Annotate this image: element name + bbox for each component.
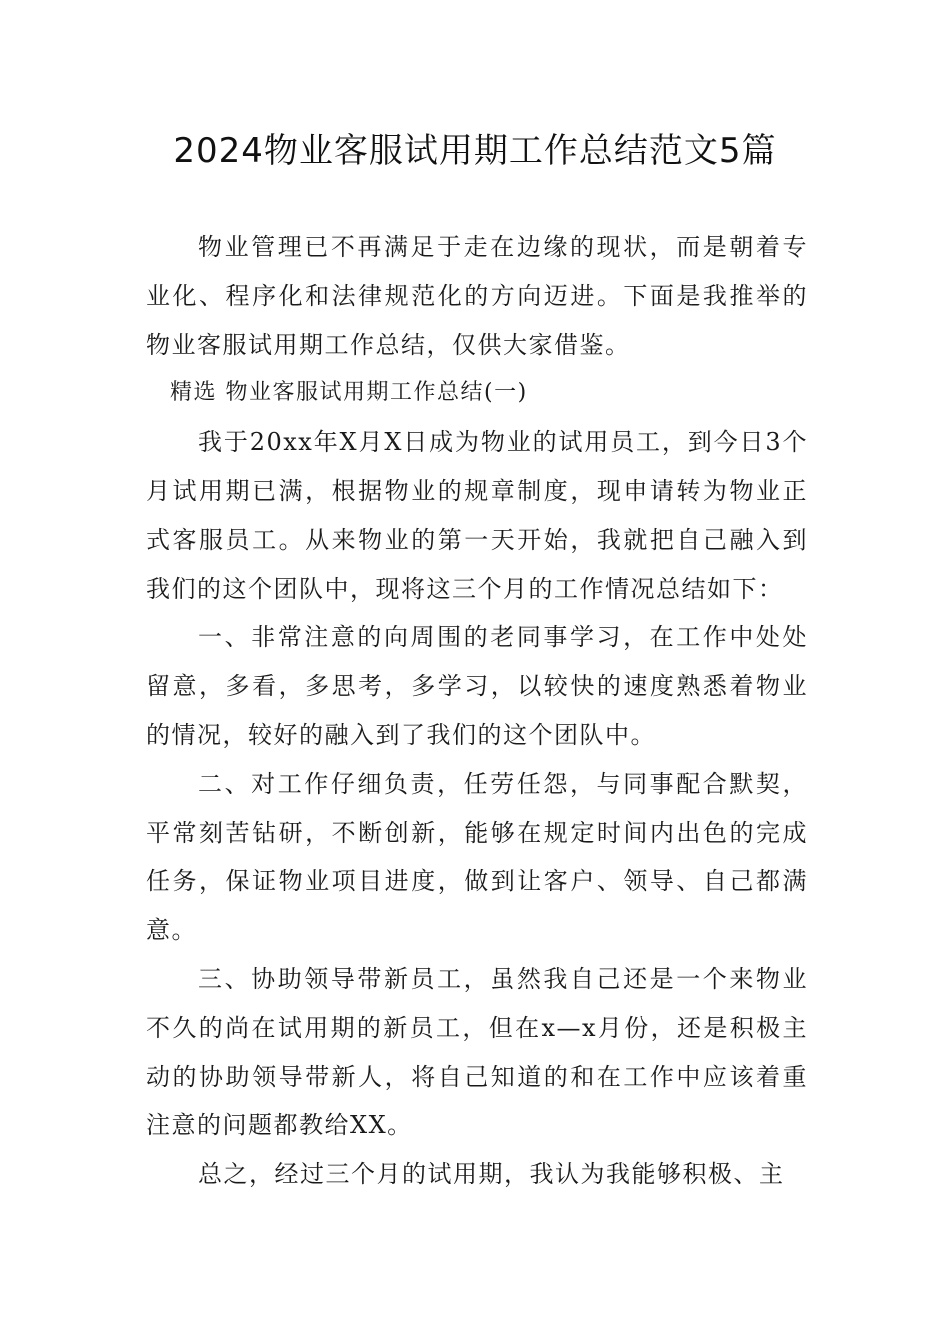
body-paragraph: 三、协助领导带新员工，虽然我自己还是一个来物业不久的尚在试用期的新员工，但在x—x月份，还是积极主动的协助领导带新人，将自己知道的和在工作中应该着重注意的问题都教给XX。 <box>146 964 808 1140</box>
body-paragraph: 二、对工作仔细负责，任劳任怨，与同事配合默契，平常刻苦钻研，不断创新，能够在规定时间内出色的完成任务，保证物业项目进度，做到让客户、领导、自己都满意。 <box>146 769 808 945</box>
document-body <box>146 223 808 1199</box>
intro-paragraph: 物业管理已不再满足于走在边缘的现状，而是朝着专业化、程序化和法律规范化的方向迈进。下面是我推举的物业客服试用期工作总结，仅供大家借鉴。 <box>146 233 808 359</box>
body-paragraph: 一、非常注意的向周围的老同事学习，在工作中处处留意，多看，多思考，多学习，以较快的速度熟悉着物业的情况，较好的融入到了我们的这个团队中。 <box>146 623 808 749</box>
body-paragraph: 总之，经过三个月的试用期，我认为我能够积极、主 <box>198 1160 785 1189</box>
section-heading: 精选 物业客服试用期工作总结(一) <box>170 380 528 406</box>
document-title: 2024物业客服试用期工作总结范文5篇 <box>173 131 777 171</box>
body-paragraph: 我于20xx年X月X日成为物业的试用员工，到今日3个月试用期已满，根据物业的规章制度，现申请转为物业正式客服员工。从来物业的第一天开始，我就把自己融入到我们的这个团队中，现将这三个月的工作情况总结如下： <box>146 428 808 603</box>
